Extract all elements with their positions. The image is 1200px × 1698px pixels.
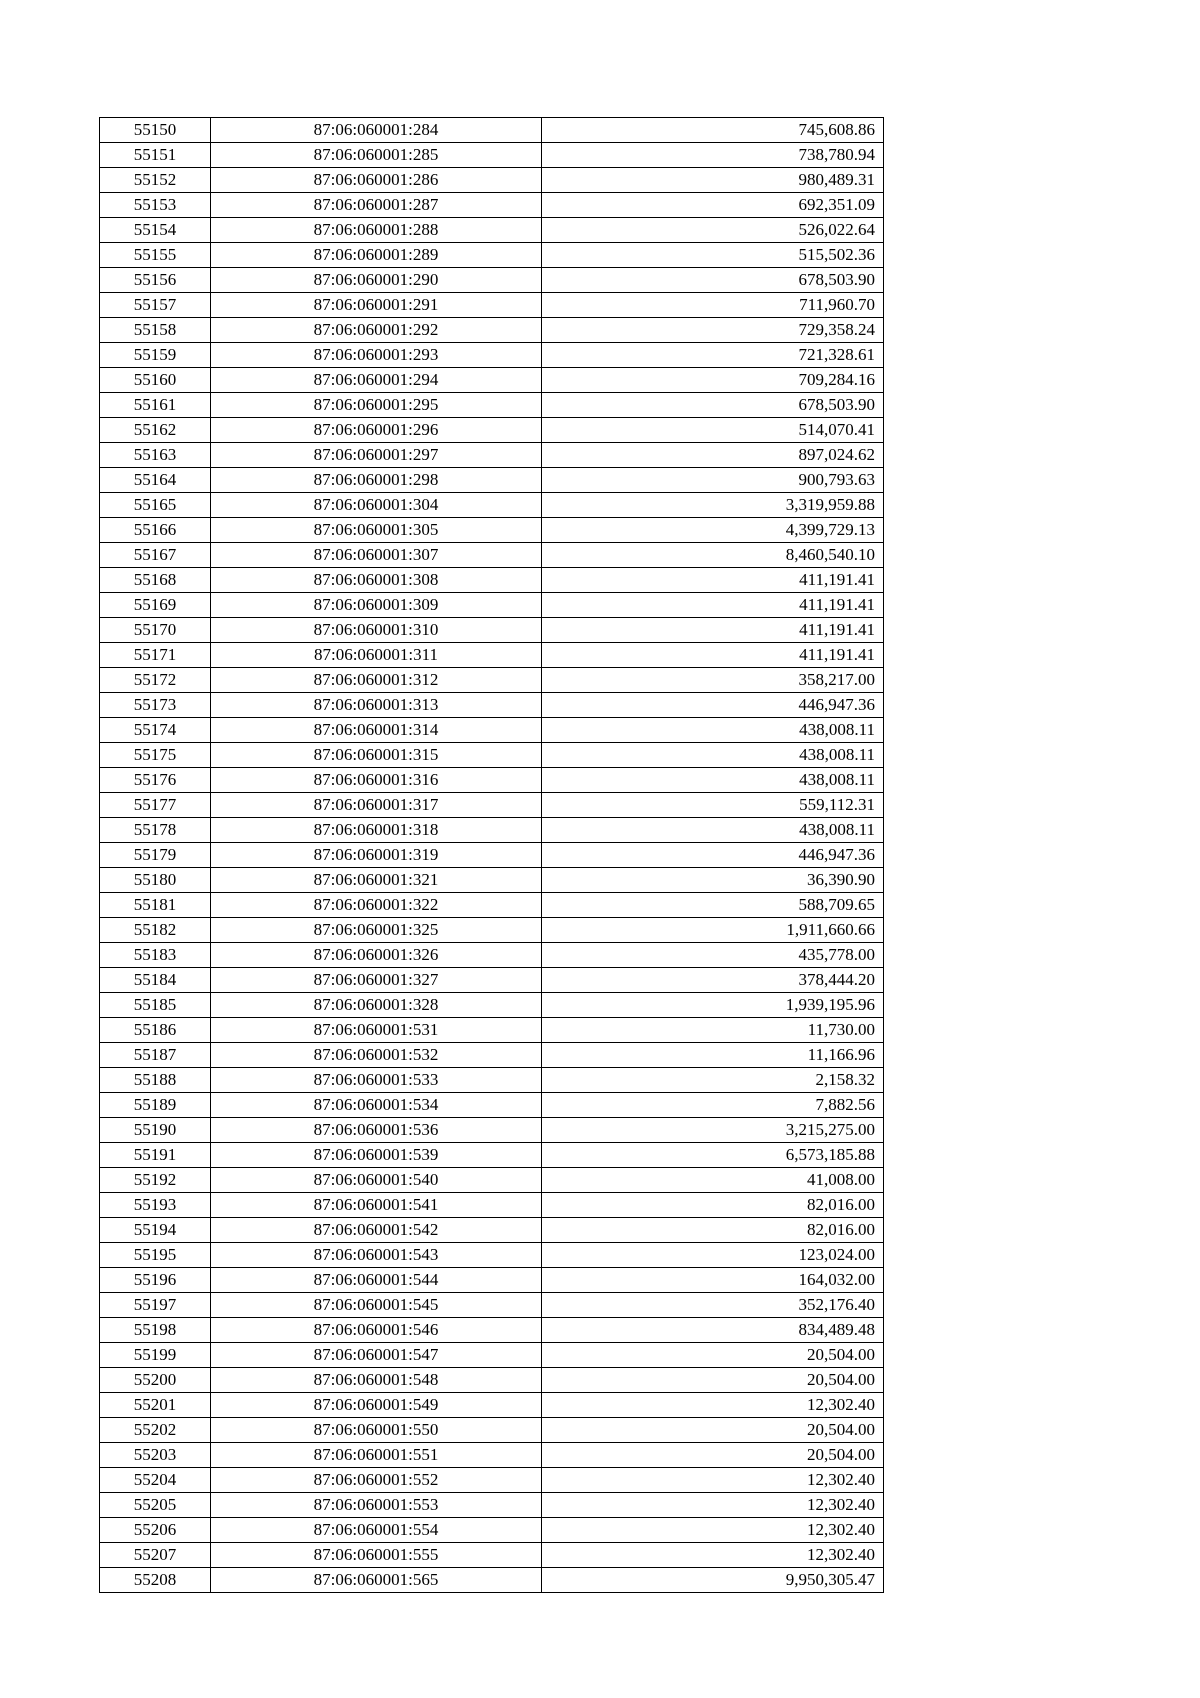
table-row <box>100 518 884 543</box>
table-row <box>100 293 884 318</box>
cadastral-number-cell: 87:06:060001:290 <box>211 268 542 293</box>
value-cell: 82,016.00 <box>542 1193 884 1218</box>
table-row <box>100 343 884 368</box>
cadastral-number-cell: 87:06:060001:312 <box>211 668 542 693</box>
row-number-cell: 55171 <box>100 643 211 668</box>
row-number-cell: 55163 <box>100 443 211 468</box>
value-cell: 4,399,729.13 <box>542 518 884 543</box>
cadastral-number-cell: 87:06:060001:325 <box>211 918 542 943</box>
cadastral-number-cell: 87:06:060001:308 <box>211 568 542 593</box>
row-number-cell: 55175 <box>100 743 211 768</box>
value-cell: 2,158.32 <box>542 1068 884 1093</box>
value-cell: 411,191.41 <box>542 568 884 593</box>
row-number-cell: 55159 <box>100 343 211 368</box>
table-row <box>100 1468 884 1493</box>
cadastral-number-cell: 87:06:060001:311 <box>211 643 542 668</box>
table-row <box>100 468 884 493</box>
cadastral-number-cell: 87:06:060001:315 <box>211 743 542 768</box>
row-number-cell: 55200 <box>100 1368 211 1393</box>
table-row <box>100 1193 884 1218</box>
table-row <box>100 1043 884 1068</box>
table-row <box>100 843 884 868</box>
table-row <box>100 793 884 818</box>
table-row <box>100 743 884 768</box>
cadastral-number-cell: 87:06:060001:550 <box>211 1418 542 1443</box>
table-row <box>100 618 884 643</box>
row-number-cell: 55191 <box>100 1143 211 1168</box>
value-cell: 526,022.64 <box>542 218 884 243</box>
row-number-cell: 55155 <box>100 243 211 268</box>
cadastral-number-cell: 87:06:060001:298 <box>211 468 542 493</box>
row-number-cell: 55186 <box>100 1018 211 1043</box>
table-row <box>100 118 884 143</box>
value-cell: 1,939,195.96 <box>542 993 884 1018</box>
cadastral-number-cell: 87:06:060001:293 <box>211 343 542 368</box>
value-cell: 12,302.40 <box>542 1393 884 1418</box>
value-cell: 900,793.63 <box>542 468 884 493</box>
row-number-cell: 55166 <box>100 518 211 543</box>
value-cell: 12,302.40 <box>542 1493 884 1518</box>
value-cell: 123,024.00 <box>542 1243 884 1268</box>
value-cell: 514,070.41 <box>542 418 884 443</box>
table-row <box>100 593 884 618</box>
value-cell: 8,460,540.10 <box>542 543 884 568</box>
cadastral-number-cell: 87:06:060001:548 <box>211 1368 542 1393</box>
row-number-cell: 55195 <box>100 1243 211 1268</box>
table-row <box>100 1268 884 1293</box>
row-number-cell: 55204 <box>100 1468 211 1493</box>
row-number-cell: 55203 <box>100 1443 211 1468</box>
row-number-cell: 55196 <box>100 1268 211 1293</box>
value-cell: 745,608.86 <box>542 118 884 143</box>
cadastral-number-cell: 87:06:060001:310 <box>211 618 542 643</box>
row-number-cell: 55153 <box>100 193 211 218</box>
table-row <box>100 1168 884 1193</box>
row-number-cell: 55156 <box>100 268 211 293</box>
row-number-cell: 55174 <box>100 718 211 743</box>
row-number-cell: 55194 <box>100 1218 211 1243</box>
value-cell: 738,780.94 <box>542 143 884 168</box>
cadastral-number-cell: 87:06:060001:289 <box>211 243 542 268</box>
value-cell: 11,166.96 <box>542 1043 884 1068</box>
value-cell: 20,504.00 <box>542 1368 884 1393</box>
value-cell: 12,302.40 <box>542 1518 884 1543</box>
cadastral-number-cell: 87:06:060001:304 <box>211 493 542 518</box>
table-row <box>100 918 884 943</box>
row-number-cell: 55178 <box>100 818 211 843</box>
value-cell: 438,008.11 <box>542 743 884 768</box>
row-number-cell: 55188 <box>100 1068 211 1093</box>
row-number-cell: 55177 <box>100 793 211 818</box>
cadastral-number-cell: 87:06:060001:327 <box>211 968 542 993</box>
row-number-cell: 55201 <box>100 1393 211 1418</box>
table-row <box>100 1518 884 1543</box>
value-cell: 3,319,959.88 <box>542 493 884 518</box>
cadastral-number-cell: 87:06:060001:322 <box>211 893 542 918</box>
value-cell: 980,489.31 <box>542 168 884 193</box>
row-number-cell: 55184 <box>100 968 211 993</box>
value-cell: 588,709.65 <box>542 893 884 918</box>
cadastral-number-cell: 87:06:060001:547 <box>211 1343 542 1368</box>
table-row <box>100 543 884 568</box>
value-cell: 6,573,185.88 <box>542 1143 884 1168</box>
cadastral-number-cell: 87:06:060001:534 <box>211 1093 542 1118</box>
table-row <box>100 718 884 743</box>
cadastral-number-cell: 87:06:060001:545 <box>211 1293 542 1318</box>
row-number-cell: 55202 <box>100 1418 211 1443</box>
row-number-cell: 55187 <box>100 1043 211 1068</box>
table-row <box>100 418 884 443</box>
cadastral-number-cell: 87:06:060001:295 <box>211 393 542 418</box>
cadastral-number-cell: 87:06:060001:319 <box>211 843 542 868</box>
row-number-cell: 55206 <box>100 1518 211 1543</box>
cadastral-number-cell: 87:06:060001:297 <box>211 443 542 468</box>
row-number-cell: 55173 <box>100 693 211 718</box>
cadastral-number-cell: 87:06:060001:292 <box>211 318 542 343</box>
table-row <box>100 1443 884 1468</box>
cadastral-number-cell: 87:06:060001:546 <box>211 1318 542 1343</box>
row-number-cell: 55161 <box>100 393 211 418</box>
value-cell: 709,284.16 <box>542 368 884 393</box>
value-cell: 559,112.31 <box>542 793 884 818</box>
table-row <box>100 1218 884 1243</box>
cadastral-number-cell: 87:06:060001:307 <box>211 543 542 568</box>
value-cell: 438,008.11 <box>542 818 884 843</box>
table-row <box>100 1093 884 1118</box>
row-number-cell: 55193 <box>100 1193 211 1218</box>
table-row <box>100 868 884 893</box>
table-row <box>100 318 884 343</box>
cadastral-number-cell: 87:06:060001:287 <box>211 193 542 218</box>
cadastral-number-cell: 87:06:060001:551 <box>211 1443 542 1468</box>
row-number-cell: 55183 <box>100 943 211 968</box>
table-row <box>100 1318 884 1343</box>
row-number-cell: 55165 <box>100 493 211 518</box>
table-row <box>100 243 884 268</box>
row-number-cell: 55179 <box>100 843 211 868</box>
value-cell: 82,016.00 <box>542 1218 884 1243</box>
value-cell: 20,504.00 <box>542 1418 884 1443</box>
row-number-cell: 55164 <box>100 468 211 493</box>
row-number-cell: 55208 <box>100 1568 211 1593</box>
cadastral-number-cell: 87:06:060001:549 <box>211 1393 542 1418</box>
cadastral-number-cell: 87:06:060001:284 <box>211 118 542 143</box>
value-cell: 411,191.41 <box>542 643 884 668</box>
row-number-cell: 55198 <box>100 1318 211 1343</box>
table-row <box>100 218 884 243</box>
table-row <box>100 1368 884 1393</box>
row-number-cell: 55157 <box>100 293 211 318</box>
value-cell: 12,302.40 <box>542 1543 884 1568</box>
table-row <box>100 193 884 218</box>
value-cell: 11,730.00 <box>542 1018 884 1043</box>
value-cell: 897,024.62 <box>542 443 884 468</box>
cadastral-number-cell: 87:06:060001:305 <box>211 518 542 543</box>
row-number-cell: 55181 <box>100 893 211 918</box>
cadastral-number-cell: 87:06:060001:544 <box>211 1268 542 1293</box>
cadastral-number-cell: 87:06:060001:540 <box>211 1168 542 1193</box>
value-cell: 678,503.90 <box>542 268 884 293</box>
value-cell: 692,351.09 <box>542 193 884 218</box>
cadastral-number-cell: 87:06:060001:542 <box>211 1218 542 1243</box>
table-row <box>100 168 884 193</box>
row-number-cell: 55176 <box>100 768 211 793</box>
cadastral-number-cell: 87:06:060001:318 <box>211 818 542 843</box>
row-number-cell: 55189 <box>100 1093 211 1118</box>
value-cell: 678,503.90 <box>542 393 884 418</box>
cadastral-number-cell: 87:06:060001:565 <box>211 1568 542 1593</box>
value-cell: 164,032.00 <box>542 1268 884 1293</box>
table-row <box>100 643 884 668</box>
cadastral-number-cell: 87:06:060001:326 <box>211 943 542 968</box>
cadastral-number-cell: 87:06:060001:321 <box>211 868 542 893</box>
cadastral-number-cell: 87:06:060001:309 <box>211 593 542 618</box>
row-number-cell: 55197 <box>100 1293 211 1318</box>
value-cell: 9,950,305.47 <box>542 1568 884 1593</box>
row-number-cell: 55182 <box>100 918 211 943</box>
table-row <box>100 893 884 918</box>
table-row <box>100 968 884 993</box>
table-row <box>100 1118 884 1143</box>
table-row <box>100 443 884 468</box>
table-body <box>100 118 884 1593</box>
cadastral-number-cell: 87:06:060001:531 <box>211 1018 542 1043</box>
row-number-cell: 55168 <box>100 568 211 593</box>
row-number-cell: 55151 <box>100 143 211 168</box>
cadastral-number-cell: 87:06:060001:314 <box>211 718 542 743</box>
value-cell: 446,947.36 <box>542 693 884 718</box>
cadastral-number-cell: 87:06:060001:555 <box>211 1543 542 1568</box>
value-cell: 834,489.48 <box>542 1318 884 1343</box>
row-number-cell: 55180 <box>100 868 211 893</box>
row-number-cell: 55207 <box>100 1543 211 1568</box>
value-cell: 446,947.36 <box>542 843 884 868</box>
value-cell: 3,215,275.00 <box>542 1118 884 1143</box>
value-cell: 12,302.40 <box>542 1468 884 1493</box>
table-row <box>100 668 884 693</box>
table-row <box>100 1568 884 1593</box>
cadastral-number-cell: 87:06:060001:532 <box>211 1043 542 1068</box>
table-row <box>100 1493 884 1518</box>
cadastral-value-table <box>99 117 884 1593</box>
row-number-cell: 55160 <box>100 368 211 393</box>
value-cell: 729,358.24 <box>542 318 884 343</box>
value-cell: 411,191.41 <box>542 618 884 643</box>
cadastral-number-cell: 87:06:060001:328 <box>211 993 542 1018</box>
row-number-cell: 55185 <box>100 993 211 1018</box>
cadastral-number-cell: 87:06:060001:539 <box>211 1143 542 1168</box>
value-cell: 438,008.11 <box>542 768 884 793</box>
table-row <box>100 268 884 293</box>
value-cell: 358,217.00 <box>542 668 884 693</box>
value-cell: 36,390.90 <box>542 868 884 893</box>
cadastral-number-cell: 87:06:060001:316 <box>211 768 542 793</box>
cadastral-number-cell: 87:06:060001:313 <box>211 693 542 718</box>
table-row <box>100 1418 884 1443</box>
value-cell: 515,502.36 <box>542 243 884 268</box>
cadastral-number-cell: 87:06:060001:286 <box>211 168 542 193</box>
value-cell: 378,444.20 <box>542 968 884 993</box>
table-row <box>100 1293 884 1318</box>
value-cell: 20,504.00 <box>542 1343 884 1368</box>
cadastral-number-cell: 87:06:060001:552 <box>211 1468 542 1493</box>
cadastral-number-cell: 87:06:060001:533 <box>211 1068 542 1093</box>
cadastral-number-cell: 87:06:060001:294 <box>211 368 542 393</box>
cadastral-number-cell: 87:06:060001:288 <box>211 218 542 243</box>
cadastral-number-cell: 87:06:060001:553 <box>211 1493 542 1518</box>
table-row <box>100 693 884 718</box>
row-number-cell: 55172 <box>100 668 211 693</box>
table-row <box>100 143 884 168</box>
row-number-cell: 55167 <box>100 543 211 568</box>
table-row <box>100 1343 884 1368</box>
value-cell: 41,008.00 <box>542 1168 884 1193</box>
cadastral-number-cell: 87:06:060001:317 <box>211 793 542 818</box>
value-cell: 411,191.41 <box>542 593 884 618</box>
table-row <box>100 568 884 593</box>
value-cell: 438,008.11 <box>542 718 884 743</box>
row-number-cell: 55152 <box>100 168 211 193</box>
row-number-cell: 55150 <box>100 118 211 143</box>
cadastral-number-cell: 87:06:060001:291 <box>211 293 542 318</box>
table-row <box>100 1018 884 1043</box>
row-number-cell: 55170 <box>100 618 211 643</box>
row-number-cell: 55192 <box>100 1168 211 1193</box>
value-cell: 711,960.70 <box>542 293 884 318</box>
table-row <box>100 493 884 518</box>
table-row <box>100 993 884 1018</box>
value-cell: 1,911,660.66 <box>542 918 884 943</box>
cadastral-number-cell: 87:06:060001:543 <box>211 1243 542 1268</box>
row-number-cell: 55169 <box>100 593 211 618</box>
cadastral-number-cell: 87:06:060001:296 <box>211 418 542 443</box>
table-row <box>100 393 884 418</box>
cadastral-number-cell: 87:06:060001:536 <box>211 1118 542 1143</box>
cadastral-number-cell: 87:06:060001:554 <box>211 1518 542 1543</box>
cadastral-number-cell: 87:06:060001:541 <box>211 1193 542 1218</box>
value-cell: 721,328.61 <box>542 343 884 368</box>
row-number-cell: 55199 <box>100 1343 211 1368</box>
value-cell: 7,882.56 <box>542 1093 884 1118</box>
value-cell: 435,778.00 <box>542 943 884 968</box>
row-number-cell: 55154 <box>100 218 211 243</box>
row-number-cell: 55190 <box>100 1118 211 1143</box>
table-row <box>100 943 884 968</box>
table-row <box>100 1393 884 1418</box>
value-cell: 352,176.40 <box>542 1293 884 1318</box>
value-cell: 20,504.00 <box>542 1443 884 1468</box>
table-row <box>100 1143 884 1168</box>
cadastral-number-cell: 87:06:060001:285 <box>211 143 542 168</box>
table-row <box>100 768 884 793</box>
row-number-cell: 55158 <box>100 318 211 343</box>
row-number-cell: 55162 <box>100 418 211 443</box>
table-row <box>100 1543 884 1568</box>
row-number-cell: 55205 <box>100 1493 211 1518</box>
table-row <box>100 818 884 843</box>
table-row <box>100 1243 884 1268</box>
table-row <box>100 368 884 393</box>
table-row <box>100 1068 884 1093</box>
